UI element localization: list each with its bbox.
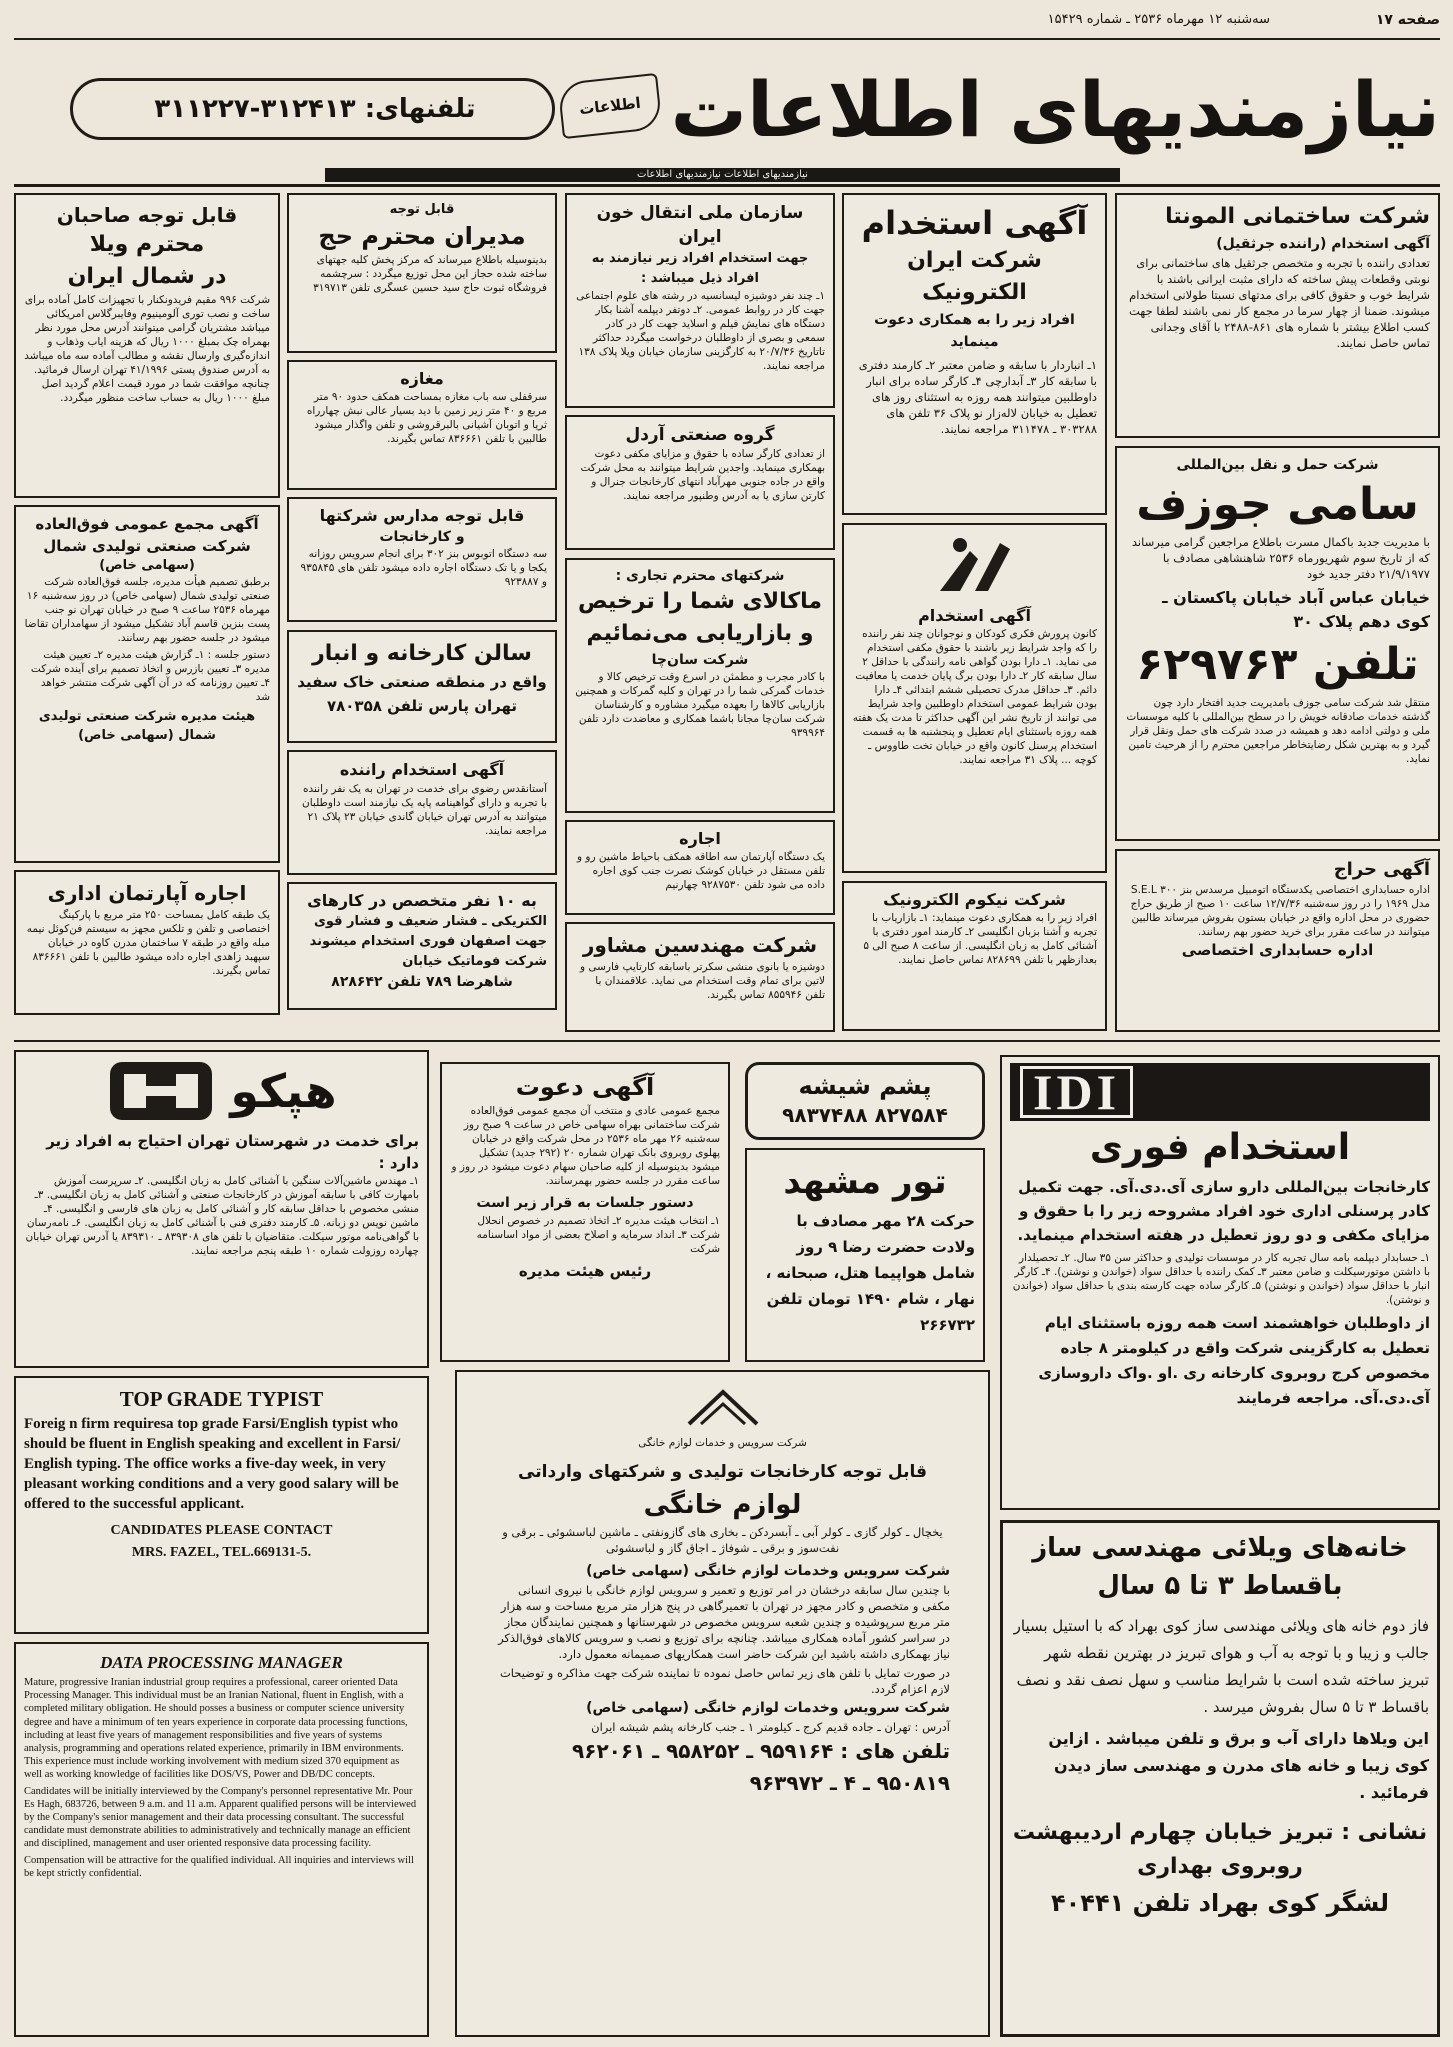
masthead-subtitle: نیازمندیهای اطلاعات نیازمندیهای اطلاعات — [325, 168, 1120, 182]
ad-blood-sub: جهت استخدام افراد زیر نیازمند به افراد ذیل میباشد : — [591, 251, 809, 286]
ad-idi-footer: از داوطلبان خواهشمند است همه روزه باستثنای ایام تعطیل به کارگزینی شرکت واقع در کیلومتر ۸ جاده مخصوص کرج روبروی کارخانه ری .او .واک داروسازی آی.دی.آی. مراجعه فرمایند — [1038, 1314, 1430, 1407]
ad-hajj-headline: مدیران محترم حج — [318, 222, 526, 250]
date-line: سه‌شنبه ۱۲ مهرماه ۲۵۳۶ ـ شماره ۱۵۴۲۹ — [1047, 12, 1270, 27]
ad-lease-body: یک دستگاه آپارتمان سه اطاقه همکف باحیاط ماشین رو و تلفن مستقل در خیابان کوشک نصرت جنب کوی اجاره داده می شود تلفن ۹۲۸۷۵۳۰ چهارنیم — [576, 851, 825, 891]
ad-schools — [287, 497, 557, 622]
ad-appliance-phones2: ۹۵۰۸۱۹ ـ ۴ ـ ۹۶۳۹۷۲ — [749, 1771, 950, 1795]
ad-ten — [287, 882, 557, 1010]
ad-typist-body: Foreig n firm requiresa top grade Farsi/English typist who should be fluent in English speaking and excellent in Farsi/ English typing. The office works a five-day week, in very pleasant working conditions and a very good salary will be offered to the successful applicant. — [24, 1416, 401, 1512]
ad-trade-title: شرکتهای محترم تجاری : — [615, 568, 785, 584]
ad-typist-name: MRS. FAZEL, TEL.669131-5. — [131, 1545, 312, 1560]
ad-consult — [565, 922, 835, 1032]
ad-industrial — [565, 415, 835, 550]
section-divider — [14, 1040, 1440, 1042]
ad-villa — [14, 193, 280, 498]
ad-trade-headline: ماکالای شما را ترخیص و بازاریابی می‌نمائیم — [577, 589, 823, 646]
hepco-brand: هپکو — [230, 1064, 337, 1118]
ad-houses-phone: لشگر کوی بهراد تلفن ۴۰۴۴۱ — [1051, 1889, 1389, 1917]
ad-shop — [287, 360, 557, 490]
header-bottom-rule — [14, 184, 1440, 187]
ad-appliance-note: در صورت تمایل با تلفن های زیر تماس حاصل نموده تا نماینده شرکت جهت مذاکره و توضیحات لازم اعزام گردد. — [499, 1666, 950, 1696]
ad-hepco-title: برای خدمت در شهرستان تهران احتیاج به افراد زیر دارد : — [46, 1132, 419, 1172]
ad-invitation-title: آگهی دعوت — [515, 1073, 655, 1101]
ad-dpm-body2: Candidates will be initially interviewed by the Company's personnel representative Mr. Pour Es Hagh, 683726, between 9 a.m. and 11 a.m. Apparent qualified persons will be interviewed by the Company's senior management and their data processing consultant. The successful candidate must demonstrate abilities to administratively and technically manage an efficient and disciplined, management and user oriented responsive data processing facility. — [24, 1785, 417, 1850]
ad-lease-title: اجاره — [679, 829, 721, 848]
ad-electronic-sub: افراد زیر را به همکاری دعوت مینماید — [874, 312, 1075, 350]
ad-kids-body: کانون پرورش فکری کودکان و نوجوانان چند نفر راننده را که واجد شرایط زیر باشند با حقوق مکفی استخدام می نماید. ۱ـ دارا بودن گواهی نامه رانندگی با حداقل ۲ سال سابقه کار ۲ـ دارا بودن برگ پایان خدمت یا معافیت دائم. ۳ـ حداقل مدرک تحصیلی ششم ابتدائی ۴ـ دارا بودن شرایط عمومی استخدام داوطلبین واجد شرایط می توانند از تاریخ نشر این آگهی حداکثر تا مدت یک هفته همه روزه باستثنای ایام تعطیل و پنجشنبه ها به قسمت استخدام پرسنل کانون واقع در خیابان تخت طاووس ـ کوچه ... پلاک ۳۱ مراجعه نمایند. — [852, 628, 1097, 766]
ad-shop-title: مغازه — [400, 369, 444, 388]
ad-wool — [745, 1062, 985, 1140]
ad-rent-title: اجاره آپارتمان اداری — [47, 881, 247, 905]
house-roof-icon — [683, 1384, 763, 1430]
ad-auction — [1115, 849, 1440, 1032]
ad-appliance — [455, 1370, 990, 2037]
ad-ten-phone: شاهرضا ۷۸۹ تلفن ۸۲۸۶۴۲ — [331, 974, 513, 990]
ad-rent-body: یک طبقه کامل بمساحت ۲۵۰ متر مربع با پارکینگ اختصاصی و تلفن و تلکس مجهز به سیستم فن‌کوئل نیمه مبله واقع در طبقه ۷ ساختمان مدرن کاوه در خیابان سپهبد زاهدی اجاره داده میشود طالبین با تلفن ۸۳۶۶۶۱ تماس بگیرند. — [26, 909, 270, 977]
ad-hall-phone: تهران پارس تلفن ۷۸۰۳۵۸ — [326, 697, 518, 715]
ad-villa-sub: در شمال ایران — [67, 264, 227, 289]
ad-dpm-body: Mature, progressive Iranian industrial group requires a professional, career oriented Data Processing Manager. This individual must be an Iranian National, fluent in English, with a completed military obligation. He should posses a business or computer science university degree and have a minimum of ten years experience in corporate data processing functions, including at least five years of management responsibilities and five years of systems analysis, programming and operations related experience, primarily in IBM environments. This experience must include working involvement with medium sized 370 equipment as well as working knowledge of facilities like DOS/VS, Power and DB/DC concepts. — [24, 1677, 408, 1781]
ad-appliance-logo-caption: شرکت سرویس و خدمات لوازم خانگی — [638, 1437, 807, 1449]
ad-idi-body: کارخانجات بین‌المللی دارو سازی آی.دی.آی. جهت تکمیل کادر پرسنلی اداری خود افراد مشروحه زیر را با حقوق و مزایای مکفی و دو روز تعطیل در هفته استخدام مینماید. — [1017, 1178, 1430, 1244]
ad-hepco — [14, 1050, 429, 1368]
ad-sami — [1115, 446, 1440, 841]
ad-blood-title: سازمان ملی انتقال خون ایران — [596, 203, 804, 247]
masthead-logo: اطلاعات — [557, 73, 662, 139]
ad-auction-sign: اداره حسابداری اختصاصی — [1181, 941, 1374, 959]
ad-hall-title: سالن کارخانه و انبار — [312, 641, 532, 666]
ad-nikom-title: شرکت نیکوم الکترونیک — [883, 890, 1066, 909]
ad-driver-body: آستانقدس رضوی برای خدمت در تهران به یک نفر راننده با تجربه و دارای گواهینامه پایه یک نیازمند است داوطلبان میتوانند به آدرس تهران خیابان گاندی خیابان ۲۳ پلاک ۲۱ مراجعه نمایند. — [301, 783, 547, 837]
ad-industrial-title: گروه صنعتی آردل — [625, 425, 775, 445]
ad-nikom — [842, 881, 1107, 1031]
ad-typist-contact: CANDIDATES PLEASE CONTACT — [110, 1523, 333, 1538]
ad-idi-title: استخدام فوری — [1089, 1127, 1351, 1168]
ad-almonta — [1115, 193, 1440, 438]
idi-brand: IDI — [1020, 1066, 1133, 1118]
ad-villa-title: قابل توجه صاحبان — [56, 203, 238, 227]
ad-appliance-items: یخچال ـ کولر گازی ـ کولر آبی ـ آبسردکن ـ بخاری های گازونفتی ـ ماشین لباسشوئی ـ برقی و نفت‌سوز و برقی ـ شوفاژ ـ اجاق گاز و لباسشوئی — [502, 1525, 943, 1555]
ad-tour — [745, 1148, 985, 1362]
ad-invitation-agenda-title: دستور جلسات به قرار زیر است — [476, 1195, 694, 1211]
ad-houses-body: فاز دوم خانه های ویلائی مهندسی ساز کوی بهراد که با استیل بسیار جالب و زیبا و با توجه به آب و هوای تبریز در بهترین نقطه شهر تبریز ساخته شده است با شرایط مناسب و سهل نصف نقد و نصف باقساط ۳ تا ۵ سال بفروش میرسد . — [1013, 1617, 1429, 1716]
ad-appliance-company: شرکت سرویس وخدمات لوازم خانگی (سهامی خاص) — [586, 1563, 950, 1579]
ad-invitation-body: مجمع عمومی عادی و منتخب آن مجمع عمومی فوق‌العاده شرکت ساختمانی بهراه سهامی خاص در ساعت ۹ صبح روز سه‌شنبه ۲۶ مهر ماه ۲۵۳۶ در محل شرکت واقع در خیابان پهلوی روبروی بانک تهران شماره ۲۰ (۲۹۲ جدید) تشکیل میشود بدینوسیله از کلیه صاحبان سهام دعوت میشود در روز و ساعت مقرر در جلسه حضور بهمرسانند. — [451, 1105, 720, 1187]
ad-nikom-body: افراد زیر را به همکاری دعوت مینماید: ۱ـ بازاریاب با تجربه و آشنا بزبان انگلیسی ۲ـ کارمند امور دفتری با آشنائی کامل به زبان انگلیسی. از ساعت ۸ صبح الی ۵ بعدازظهر با تلفن ۸۲۸۶۹۹ تماس حاصل نمایند. — [863, 912, 1097, 966]
ad-consult-title: شرکت مهندسین مشاور — [582, 933, 818, 957]
ad-appliance-address: آدرس : تهران ـ جاده قدیم کرج ـ کیلومتر ۱ ـ جنب کارخانه پشم شیشه ایران — [591, 1720, 950, 1734]
ad-genmeeting-body: برطبق تصمیم هیأت مدیره، جلسه فوق‌العاده شرکت صنعتی تولیدی شمال (سهامی خاص) در روز سه‌شنبه ۱۶ مهرماه ۲۵۳۶ ساعت ۹ صبح در خیابان تهران نو جنب پست بنزین قاسم آباد تشکیل میشود از سهامداران تقاضا میشود در جلسه حضور بهم رسانند. — [24, 576, 270, 644]
ad-electronic-title: آگهی استخدام — [861, 204, 1088, 242]
header-phones: تلفنهای: ۳۱۲۴۱۳-۳۱۱۲۲۷ — [154, 94, 476, 124]
ad-dpm-title: DATA PROCESSING MANAGER — [100, 1653, 343, 1672]
ad-blood-body: ۱ـ چند نفر دوشیزه لیسانسیه در رشته های علوم اجتماعی جهت کار در روابط عمومی. ۲ـ دوتفر دیپلمه آشنا بکار دستگاه های نمایش فیلم و اسلاید جهت کار در کادر سمعی و بصری از داوطلبان درخواست میگردد حداکثر تاتاریخ ۲۰/۷/۳۶ به کارگزینی سازمان خیابان ویلا پلاک ۱۳۸ مراجعه نمایند. — [576, 290, 825, 372]
ad-kids — [842, 523, 1107, 873]
ad-auction-body: اداره حسابداری اختصاصی یکدستگاه اتومبیل مرسدس بنز S.E.L ۳۰۰ مدل ۱۹۶۹ را در روز سه‌شنبه ۱۲/۷/۳۶ ساعت ۱۰ صبح از طریق حراج حضوری در محل اداره واقع در خیابان بستون بفروش میرساند طالبین میتوانند در ساعت مقرر برای خرید حضور بهم رسانند. — [1130, 884, 1430, 938]
ad-schools-sub: و کارخانجات — [379, 529, 465, 545]
ad-villa-headline: محترم ویلا — [89, 232, 205, 257]
ad-genmeeting-company: شرکت صنعتی تولیدی شمال — [43, 537, 251, 555]
ad-trade-company: شرکت سان‌چا — [651, 652, 749, 668]
ad-shop-body: سرقفلی سه باب مغازه بمساحت همکف حدود ۹۰ متر مربع و ۴۰ متر زیر زمین با دید بسیار عالی نبش چهارراه ثریا و اتوبان آشیانی بالبرقروشی و تلفن واگذار میشود طالبین با تلفن ۸۳۶۶۶۱ تماس بگیرند. — [306, 391, 547, 445]
ad-houses-sub: باقساط ۳ تا ۵ سال — [1097, 1571, 1343, 1601]
ad-driver-title: آگهی استخدام راننده — [339, 760, 505, 779]
page-label: صفحه ۱۷ — [1375, 12, 1440, 28]
ad-houses-body2: این ویلاها دارای آب و برق و تلفن میباشد . ازاین کوی زیبا و خانه های مدرن و مهندسی ساز دیدن فرمائید . — [1048, 1729, 1429, 1802]
ad-dpm — [14, 1642, 429, 2037]
ad-villa-body: شرکت ۹۹۶ مقیم فریدونکنار با تجهیزات کامل آماده برای ساخت و نصب توری آلومینیوم وفایبرگلاس امریکائی میباشد مشتریان گرامی میتوانند آدرس محل مورد نظر بهمراه چک بمبلغ ۱۰۰۰ ریال که هزینه ایاب وذهاب و اندازه‌گیری وارسال نقشه و مطالب آماده سه ماه میباشد به آدرس صندوق پستی ۴۱/۱۹۹۶ تهران ارسال فرمائید. چنانچه موافقت شما در مورد قیمت اعلام گردید اصل مبلغ ۱۰۰۰ ریال به حساب ساخت منظور میگردد. — [24, 294, 270, 404]
ad-hall — [287, 630, 557, 743]
ad-sami-title: شرکت حمل و نقل بین‌المللی — [1176, 457, 1379, 473]
header-top-rule — [14, 38, 1440, 40]
ad-schools-title: قابل توجه مدارس شرکتها — [319, 506, 525, 525]
ad-electronic-body: ۱ـ انباردار با سابقه و ضامن معتبر ۲ـ کارمند دفتری با سابقه کار ۳ـ آبدارچی ۴ـ کارگر ساده برای انبار داوطلبین میتوانند همه روزه به استثنای روز های تعطیل به خیابان لاله‌زار نو پلاک ۳۶ تلفن های ۳۰۳۲۸۸ ـ ۳۱۱۴۷۸ مراجعه نمایند. — [858, 358, 1097, 436]
ad-hall-body: واقع در منطقه صنعتی خاک سفید — [297, 673, 547, 691]
ad-houses-title: خانه‌های ویلائی مهندسی ساز — [1032, 1533, 1408, 1563]
ad-hajj-title: قابل توجه — [389, 202, 455, 217]
ad-houses-address: نشانی : تبریز خیابان چهارم اردیبهشت روبروی بهداری — [1012, 1820, 1428, 1879]
ad-genmeeting-title: آگهی مجمع عمومی فوق‌العاده — [35, 515, 259, 533]
masthead: نیازمندیهای اطلاعات — [670, 65, 1440, 154]
ad-appliance-company2: شرکت سرویس وخدمات لوازم خانگی (سهامی خاص) — [586, 1700, 950, 1716]
ad-trade-body: با کادر مجرب و مطمئن در اسرع وقت ترخیص کالا و خدمات گمرکی شما را در تهران و کلیه گمرکات و همچنین بازاریابی کالاها را بعهده میگیرد مشاوره و کارشناسان شرکت سان‌چا مجانا باشما همکاری و معاضدت دارد تلفن ۹۳۹۹۶۴ — [575, 671, 825, 739]
ad-consult-body: دوشیزه یا بانوی منشی سکرتر باسابقه کارتایپ فارسی و لاتین برای تمام وقت استخدام می نماید. علاقمندان با تلفن ۸۵۵۹۴۶ تماس بگیرند. — [579, 961, 825, 1001]
ad-appliance-body: با چندین سال سابقه درخشان در امر توزیع و تعمیر و سرویس لوازم خانگی با نیروی انسانی مکفی و متخصص و کادر مجهز در تهران با تعمیرگاهی در پنج هزار متر مربع مساحت و سه هزار متر مربع سرپوشیده و چندین شعبه سرویس مخصوص در شهرستانها و همچنین نمایندگان مجاز در سراسر کشور آماده همکاری میباشد. چنانچه برای توزیع و نصب و سرویس کالاهای فوق‌الذکر نیاز بهمکاری داشته باشید این شرکت حاضر است همکاریهای صمیمانه معمول دارد. — [498, 1583, 950, 1661]
ad-genmeeting — [14, 505, 280, 863]
ad-wool-phones: ۸۲۷۵۸۴ ۹۸۳۷۴۸۸ — [782, 1103, 948, 1127]
ad-almonta-sub: آگهی استخدام (راننده جرثقیل) — [1216, 236, 1430, 252]
ad-industrial-body: از تعدادی کارگر ساده با حقوق و مزایای مکفی دعوت بهمکاری مینماید. واجدین شرایط میتوانند به محل شرکت واقع در جاده جنوبی مهرآباد انتهای کارخانجات جنرال و کارتن سازی یا به آدرس وطنپور مراجعه نمایند. — [580, 448, 825, 502]
ad-lease — [565, 820, 835, 915]
ad-genmeeting-agenda: دستور جلسه : ۱ـ گزارش هیئت مدیره ۲ـ تعیین هیئت مدیره ۳ـ تعیین بازرس و اتخاذ تصمیم برای آینده شرکت ۴ـ تعیین روزنامه که در آن آگهی شرکت منتشر خواهد شد — [30, 649, 270, 703]
ad-almonta-title: شرکت ساختمانی المونتا — [1165, 204, 1430, 229]
ad-auction-title: آگهی حراج — [1333, 859, 1430, 880]
idi-banner — [1010, 1063, 1430, 1121]
ad-invitation-agenda: ۱ـ انتخاب هیئت مدیره ۲ـ اتخاذ تصمیم در خصوص انحلال شرکت ۳ـ انداد سرمایه و اصلاح بعضی از مواد اساسنامه شرکت — [476, 1215, 720, 1255]
ad-invitation-sign: رئیس هیئت مدیره — [518, 1262, 652, 1280]
ad-schools-body: سه دستگاه اتوبوس بنز ۳۰۲ برای انجام سرویس روزانه یکجا و یا تک دستگاه اجاره داده میشود تلفن های ۹۳۵۸۴۵ و ۹۲۳۸۸۷ — [300, 548, 547, 588]
ad-tour-body: حرکت ۲۸ مهر مصادف با ولادت حضرت رضا ۹ روز شامل هواپیما هتل، صبحانه ، نهار ، شام ۱۴۹۰ تومان تلفن ۲۶۶۷۳۲ — [765, 1212, 975, 1334]
ad-wool-brand: پشم شیشه — [798, 1072, 932, 1100]
ad-driver — [287, 750, 557, 875]
ad-appliance-headline: لوازم خانگی — [643, 1490, 802, 1520]
ad-blood — [565, 193, 835, 408]
ad-hajj — [287, 193, 557, 353]
ad-hajj-body: بدینوسیله باطلاع میرساند که مرکز پخش کلیه جهتهای ساخته شده حجاز این محل توزیع میگردد : سرچشمه فروشگاه ثبوت حاج سید حسین عسگری تلفن ۳۱۹۷۱۳ — [313, 254, 547, 294]
appliance-logo — [668, 1384, 778, 1434]
hepco-logo-icon — [106, 1058, 216, 1124]
ad-dpm-body3: Compensation will be attractive for the qualified individual. All inquiries and interviews will be kept strictly confidential. — [24, 1854, 414, 1879]
ad-genmeeting-company2: (سهامی خاص) — [99, 558, 195, 573]
ad-tour-title: تور مشهد — [783, 1162, 947, 1202]
kanoon-logo-icon — [930, 531, 1020, 601]
ad-ten-title: به ۱۰ نفر متخصص در کارهای — [307, 891, 537, 910]
ad-kids-title: آگهی استخدام — [918, 606, 1031, 625]
ad-almonta-body: تعدادی راننده با تجربه و متخصص جرثقیل های ساختمانی برای نوبتی وقطعات پیش ساخته که دارای مثبت ایرانی باشند با شرایط خوب و حقوق کافی برای مدتهای نسبتا طولانی استخدام میشوند. ضمنا از چهار سرما در مجمع کار نمی باشند لطفا جهت کسب اطلاع بیشتر با شماره های ۸۶۱-۲۴۸۸ با آقای وجدانی تماس حاصل نمایند. — [1129, 256, 1430, 350]
ad-appliance-phones1: تلفن های : ۹۵۹۱۶۴ ـ ۹۵۸۲۵۲ ـ ۹۶۲۰۶۱ — [572, 1739, 950, 1763]
ad-ten-body: الکتریکی ـ فشار ضعیف و فشار قوی جهت اصفهان فوری استخدام میشوند شرکت فوماتیک خیابان — [309, 914, 547, 969]
ad-hepco-body: ۱ـ مهندس ماشین‌آلات سنگین با آشنائی کامل به زبان انگلیسی. ۲ـ سرپرست آموزش بامهارت کافی با سابقه آموزش در کارخانجات صنعتی و آشنائی کامل به زبان انگلیسی. ۳ـ منشی مخصوص با حداقل سابقه کار و آشنائی کامل به زبان های فارسی و انگلیسی. ۴ـ ماشین نویس دو زبانه. ۵ـ کارمند دفتری فنی با آشنائی کامل به زبان انگلیسی. ۶ـ نامه‌رسان با گواهی‌نامه موتور سیکلت. متقاضیان با تلفن های ۸۳۹۳۰۸ ـ ۸۳۹۳۱۰ یا آدرس تهران خیابان چهارده روزولت شماره ۱۰ طبقه پنجم مراجعه نمایند. — [25, 1175, 419, 1257]
ad-sami-body2: منتقل شد شرکت سامی جوزف بامدیریت جدید افتخار دارد چون گذشته خدمات صادقانه خویش را در سطح بین‌المللی با کلیه موسسات ملی و دولتی ادامه دهد و همیشه در صدد شرکت های حمل ونقل قرار گیرد و به بهترین شکل رضایتخاطر مراجعین محترم را از هرحیث تامین نماید. — [1126, 697, 1430, 765]
ad-idi-list: ۱ـ حسابدار دیپلمه بامه سال تجربه کار در موسسات تولیدی و حداکثر سن ۳۵ سال. ۲ـ تحصیلدار با داشتن موتورسیکلت و ضامن معتبر ۳ـ کمک راننده با حداقل سواد (خواندن و نوشتن). ۴ـ کارگر انبار با حداقل سواد (خواندن و نوشتن) ۵ـ کارگر ساده جهت کارسته بندی با حداقل سواد (خواندن و نوشتن). — [1012, 1252, 1430, 1306]
ad-trade — [565, 558, 835, 813]
ad-typist-title: TOP GRADE TYPIST — [119, 1387, 324, 1411]
ad-sami-address: خیابان عباس آباد خیابان پاکستان ـ کوی دهم پلاک ۳۰ — [1162, 588, 1430, 631]
ad-appliance-title: قابل توجه کارخانجات تولیدی و شرکتهای وارداتی — [518, 1462, 927, 1482]
ad-sami-body: با مدیریت جدید باکمال مسرت باطلاع مراجعین گرامی میرساند که از تاریخ سوم شهریورماه ۲۵۳۶ شاهنشاهی مصادف با ۲۱/۹/۱۹۷۷ دفتر جدید خود — [1131, 535, 1430, 581]
ad-invitation — [440, 1062, 730, 1362]
ad-houses — [1000, 1520, 1440, 2037]
ad-genmeeting-sign: هیئت مدیره شرکت صنعتی تولیدی شمال (سهامی خاص) — [38, 709, 256, 743]
kanoon-logo — [930, 531, 1020, 601]
ad-electronic-company: شرکت ایران الکترونیک — [907, 248, 1042, 305]
ad-idi — [1000, 1055, 1440, 1510]
ad-rent — [14, 870, 280, 1015]
ad-electronic — [842, 193, 1107, 515]
ad-typist — [14, 1376, 429, 1634]
ad-sami-headline: سامی جوزف — [1136, 479, 1419, 530]
ad-sami-phone: تلفن ۶۲۹۷۶۳ — [1136, 639, 1419, 690]
